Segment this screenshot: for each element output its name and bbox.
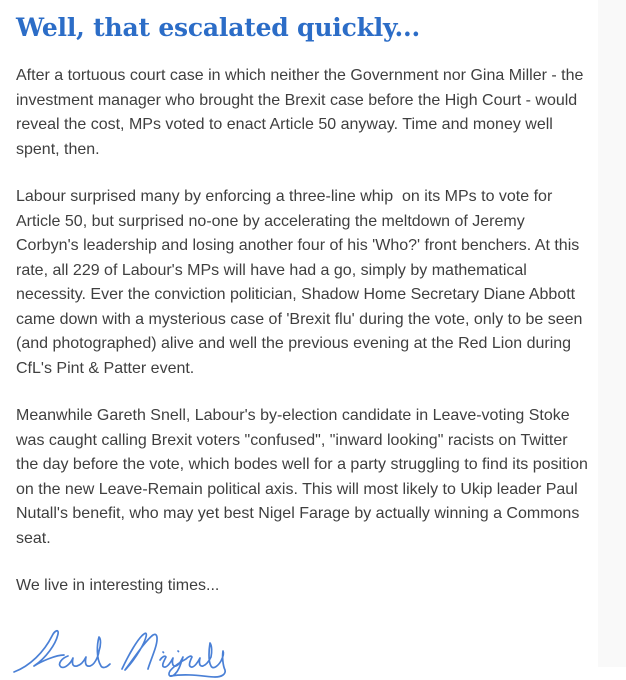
signature [10,622,588,680]
article-heading: Well, that escalated quickly... [16,13,421,42]
article-paragraph-1: After a tortuous court case in which neither the Government nor Gina Miller - the investment manager who brought the Brexit case before the High Court - would reveal the cost, MPs voted to enact Article 50 anyway. Time and money well spent, then. [16,67,588,158]
right-gutter [598,0,626,667]
article-paragraph-2: Labour surprised many by enforcing a three-line whip on its MPs to vote for Article 50, but surprised no-one by accelerating the meltdown of Jeremy Corbyn's leadership and losing another four of his 'Who?' front benchers. At this rate, all 229 of Labour's MPs will have had a go, simply by mathematical necessity. Ever the conviction politician, Shadow Home Secretary Diane Abbott came down with a mysterious case of 'Brexit flu' during the vote, only to be seen (and photographed) alive and well the previous evening at the Red Lion during CfL's Pint & Patter event. [16,188,587,377]
article-paragraph-3: Meanwhile Gareth Snell, Labour's by-election candidate in Leave-voting Stoke was caught calling Brexit voters "confused", "inward looking" racists on Twitter the day before the vote, which bodes well for a party struggling to find its position on the new Leave-Remain political axis. This will most likely to Ukip leader Paul Nutall's benefit, who may yet best Nigel Farage by actually winning a Commons seat. [16,407,593,547]
article-paragraph-4: We live in interesting times... [16,577,220,594]
signature-image [10,622,242,680]
